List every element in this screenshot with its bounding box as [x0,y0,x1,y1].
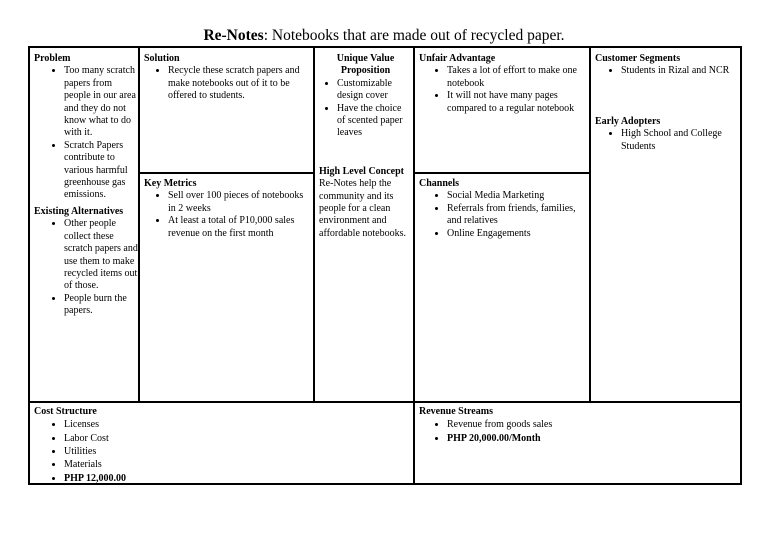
divider [138,48,140,401]
list-item: • Other people collect these scratch papers and use them to make recycled items out of those. [64,218,138,292]
list-item: • Materials [64,458,412,471]
list-item: • Scratch Papers contribute to various harmful greenhouse gas emissions. [64,140,138,202]
list-item: • Referrals from friends, families, and relatives [447,203,587,228]
uvp-heading: Unique Value Proposition [336,53,395,77]
channels-list [419,190,587,240]
solution-cell [144,53,312,171]
lean-canvas [28,46,742,485]
key-metrics-list [144,190,312,240]
cost-total: • PHP 12,000.00 [64,472,412,484]
list-item: • It will not have many pages compared to a regular notebook [447,90,587,115]
key-metrics-heading: Key Metrics [144,178,197,189]
list-item: • Sell over 100 pieces of notebooks in 2 weeks [168,190,312,215]
brand-name: Re-Notes [203,27,264,44]
cost-structure-list [34,418,412,484]
list-item: • Customizable design cover [337,78,412,103]
divider [589,48,591,401]
list-item: • At least a total of P10,000 sales revenue on the first month [168,215,312,240]
list-item: • Revenue from goods sales [447,418,739,431]
divider [313,48,315,401]
high-level-concept-text: Re-Notes help the community and its people for a clean environment and affordable notebooks. [319,178,407,239]
channels-cell [419,178,587,400]
title-tagline: : Notebooks that are made out of recycled paper. [263,27,565,44]
solution-list [144,65,312,102]
list-item: • Students in Rizal and NCR [621,65,740,77]
problem-list [34,65,138,201]
revenue-streams-list [419,418,739,445]
list-item: • Recycle these scratch papers and make notebooks out of it to be offered to students. [168,65,312,102]
early-adopters-heading: Early Adopters [595,115,661,127]
list-item: • Online Engagements [447,228,587,240]
high-level-concept-heading: High Level Concept [319,165,404,177]
list-item: • Have the choice of scented paper leaves [337,103,412,140]
problem-heading: Problem [34,53,71,64]
list-item: • Labor Cost [64,432,412,445]
problem-cell [34,53,138,399]
list-item: • People burn the papers. [64,293,138,318]
revenue-total: • PHP 20,000.00/Month [447,432,739,445]
unfair-advantage-cell [419,53,587,171]
customer-segments-cell [595,53,740,399]
uvp-cell [319,53,412,399]
list-item: • High School and College Students [621,128,740,153]
uvp-list [319,78,412,140]
unfair-advantage-heading: Unfair Advantage [419,53,496,64]
revenue-streams-cell [419,406,739,484]
channels-heading: Channels [419,178,460,189]
existing-alternatives-list [34,218,138,317]
cost-structure-cell [34,406,412,484]
revenue-streams-heading: Revenue Streams [419,406,493,417]
list-item: • Too many scratch papers from people in our area and they do not know what to do with it. [64,65,138,139]
customer-segments-list [595,65,740,77]
cost-structure-heading: Cost Structure [34,406,97,417]
divider [413,48,415,485]
early-adopters-list [595,128,740,153]
list-item: • Utilities [64,445,412,458]
key-metrics-cell [144,178,312,400]
list-item: • Takes a lot of effort to make one notebook [447,65,587,90]
divider [413,172,591,174]
solution-heading: Solution [144,53,180,64]
unfair-advantage-list [419,65,587,115]
divider [138,172,315,174]
list-item: • Licenses [64,418,412,431]
existing-alternatives-heading: Existing Alternatives [34,205,124,217]
page-title [0,27,768,45]
divider [30,401,742,403]
customer-segments-heading: Customer Segments [595,53,681,64]
list-item: • Social Media Marketing [447,190,587,202]
